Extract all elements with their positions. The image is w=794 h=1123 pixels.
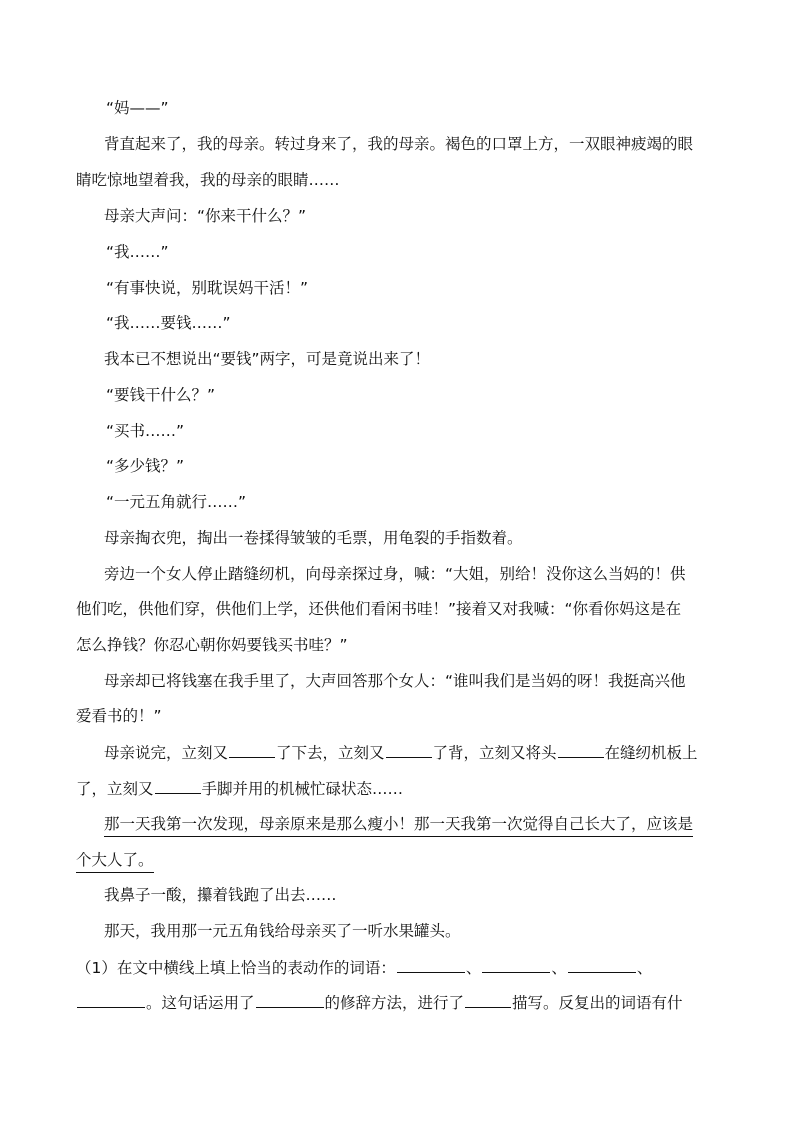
paragraph-line: 那天，我用那一元五角钱给母亲买了一听水果罐头。 [104,922,461,940]
answer-blank[interactable] [482,957,550,973]
answer-blank[interactable] [229,742,275,758]
dialogue-line: “要钱干什么？” [106,386,216,404]
paragraph-line: 他们吃，供他们穿，供他们上学，还供他们看闲书哇！”接着又对我喊：“你看你妈这是在 [76,600,682,618]
dialogue-line: “我……要钱……” [106,314,231,332]
answer-blank[interactable] [465,992,511,1008]
paragraph-line: 旁边一个女人停止踏缝纫机，向母亲探过身，喊：“大姐，别给！没你这么当妈的！供 [104,565,686,583]
underlined-sentence-line: 那一天我第一次发现，母亲原来是那么瘦小！那一天我第一次觉得自己长大了，应该是 [104,814,744,834]
dialogue-line: “一元五角就行……” [106,493,247,511]
answer-blank[interactable] [77,992,145,1008]
paragraph-line: 睛吃惊地望着我，我的母亲的眼睛…… [76,171,340,189]
dialogue-line: “多少钱？” [106,457,185,475]
question-line: （1）在文中横线上填上恰当的表动作的词语： 、 、 、 [76,959,653,977]
answer-blank[interactable] [386,742,432,758]
paragraph-line: 母亲掏衣兜，掏出一卷揉得皱皱的毛票，用龟裂的手指数着。 [104,529,523,547]
paragraph-line: 背直起来了，我的母亲。转过身来了，我的母亲。褐色的口罩上方，一双眼神疲竭的眼 [104,135,694,153]
answer-blank[interactable] [558,742,604,758]
dialogue-line: “妈——” [106,99,169,117]
underlined-sentence-line: 个大人了。 [76,850,716,870]
paragraph-line: 母亲却已将钱塞在我手里了，大声回答那个女人：“谁叫我们是当妈的呀！我挺高兴他 [104,672,686,690]
dialogue-line: “我……” [106,243,169,261]
answer-blank[interactable] [256,992,324,1008]
dialogue-line: “有事快说，别耽误妈干活！” [106,279,309,297]
question-line: 。这句话运用了 的修辞方法，进行了 描写。反复出的词语有什 [76,992,716,1013]
dialogue-line: “买书……” [106,422,185,440]
fill-in-paragraph-line: 母亲说完，立刻又 了下去，立刻又 了背，立刻又将头 在缝纫机板上 [104,744,698,762]
paragraph-line: 怎么挣钱？你忍心朝你妈要钱买书哇？” [76,636,348,654]
paragraph-line: 母亲大声问：“你来干什么？” [104,207,307,225]
answer-blank[interactable] [397,957,465,973]
paragraph-line: 我鼻子一酸，攥着钱跑了出去…… [104,886,337,904]
answer-blank[interactable] [568,957,636,973]
answer-blank[interactable] [155,778,201,794]
paragraph-line: 我本已不想说出“要钱”两字，可是竟说出来了！ [104,350,431,368]
paragraph-line: 爱看书的！” [76,707,162,725]
fill-in-paragraph-line: 了，立刻又 手脚并用的机械忙碌状态…… [76,780,404,798]
